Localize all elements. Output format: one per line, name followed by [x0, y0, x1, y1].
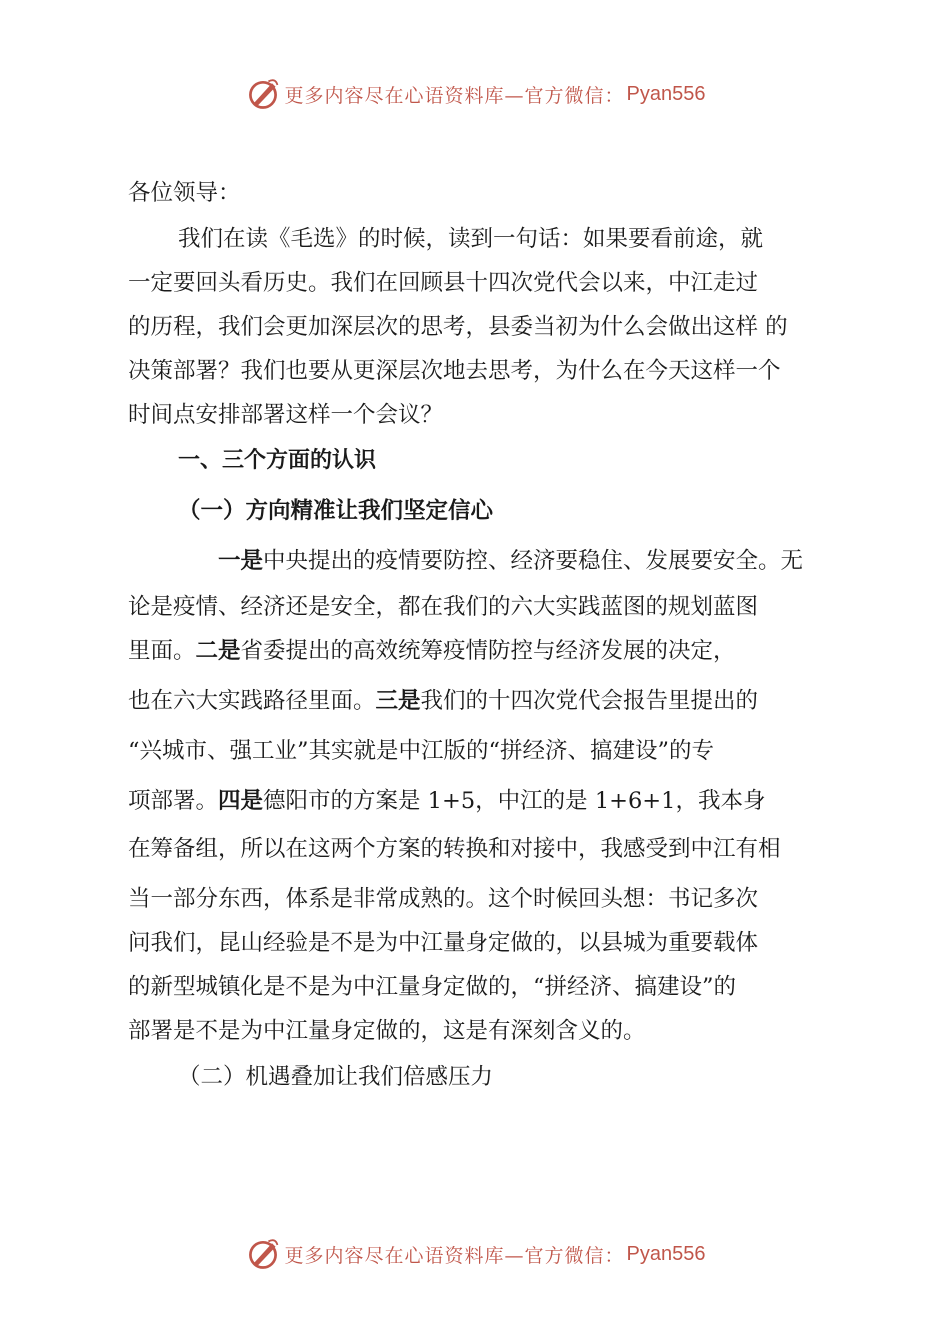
keyword: 三是	[375, 688, 421, 714]
body-line: 当一部分东西，体系是非常成熟的。这个时候回头想：书记多次	[128, 886, 759, 912]
body-line: 项部署。四是德阳市的方案是 1+5，中江的是 1+6+1，我本身	[128, 788, 766, 814]
subsection-heading: （一）方向精准让我们坚定信心	[178, 498, 494, 524]
body-line: 论是疫情、经济还是安全，都在我们的六大实践蓝图的规划蓝图	[128, 594, 759, 620]
body-line: 也在六大实践路径里面。三是我们的十四次党代会报告里提出的	[128, 688, 759, 714]
body-line: 在筹备组，所以在这两个方案的转换和对接中，我感受到中江有相	[128, 836, 781, 862]
body-line: 一是中央提出的疫情要防控、经济要稳住、发展要安全。无	[218, 548, 804, 574]
subsection-heading: （二）机遇叠加让我们倍感压力	[178, 1064, 494, 1090]
watermark-wechat-id: Pyan556	[626, 1242, 706, 1265]
watermark-banner-bottom	[0, 1232, 950, 1276]
section-heading: 一、三个方面的认识	[178, 448, 377, 473]
pen-logo-icon	[245, 1236, 281, 1272]
body-line: “兴城市、强工业”其实就是中江版的“拼经济、搞建设”的专	[128, 738, 715, 764]
keyword: 一是	[218, 548, 264, 574]
body-line: 部署是不是为中江量身定做的，这是有深刻含义的。	[128, 1018, 646, 1044]
intro-line: 的历程，我们会更加深层次的思考，县委当初为什么会做出这样 的	[128, 314, 788, 340]
body-line: 问我们，昆山经验是不是为中江量身定做的，以县城为重要载体	[128, 930, 759, 956]
salutation: 各位领导：	[128, 180, 241, 206]
intro-line: 决策部署？我们也要从更深层次地去思考，为什么在今天这样一个	[128, 358, 781, 384]
pen-logo-icon	[245, 76, 281, 112]
watermark-text: 更多内容尽在心语资料库—官方微信：	[284, 84, 625, 107]
watermark-wechat-id: Pyan556	[626, 82, 706, 105]
body-line: 里面。二是省委提出的高效统筹疫情防控与经济发展的决定，	[128, 638, 736, 664]
keyword: 四是	[218, 788, 264, 814]
watermark-text: 更多内容尽在心语资料库—官方微信：	[284, 1244, 625, 1267]
intro-line: 时间点安排部署这样一个会议？	[128, 402, 444, 428]
keyword: 二是	[195, 638, 241, 664]
watermark-banner-top	[0, 72, 950, 116]
body-line: 的新型城镇化是不是为中江量身定做的，“拼经济、搞建设”的	[128, 974, 737, 1000]
intro-line: 一定要回头看历史。我们在回顾县十四次党代会以来，中江走过	[128, 270, 759, 296]
intro-line: 我们在读《毛选》的时候，读到一句话：如果要看前途，就	[178, 226, 764, 252]
